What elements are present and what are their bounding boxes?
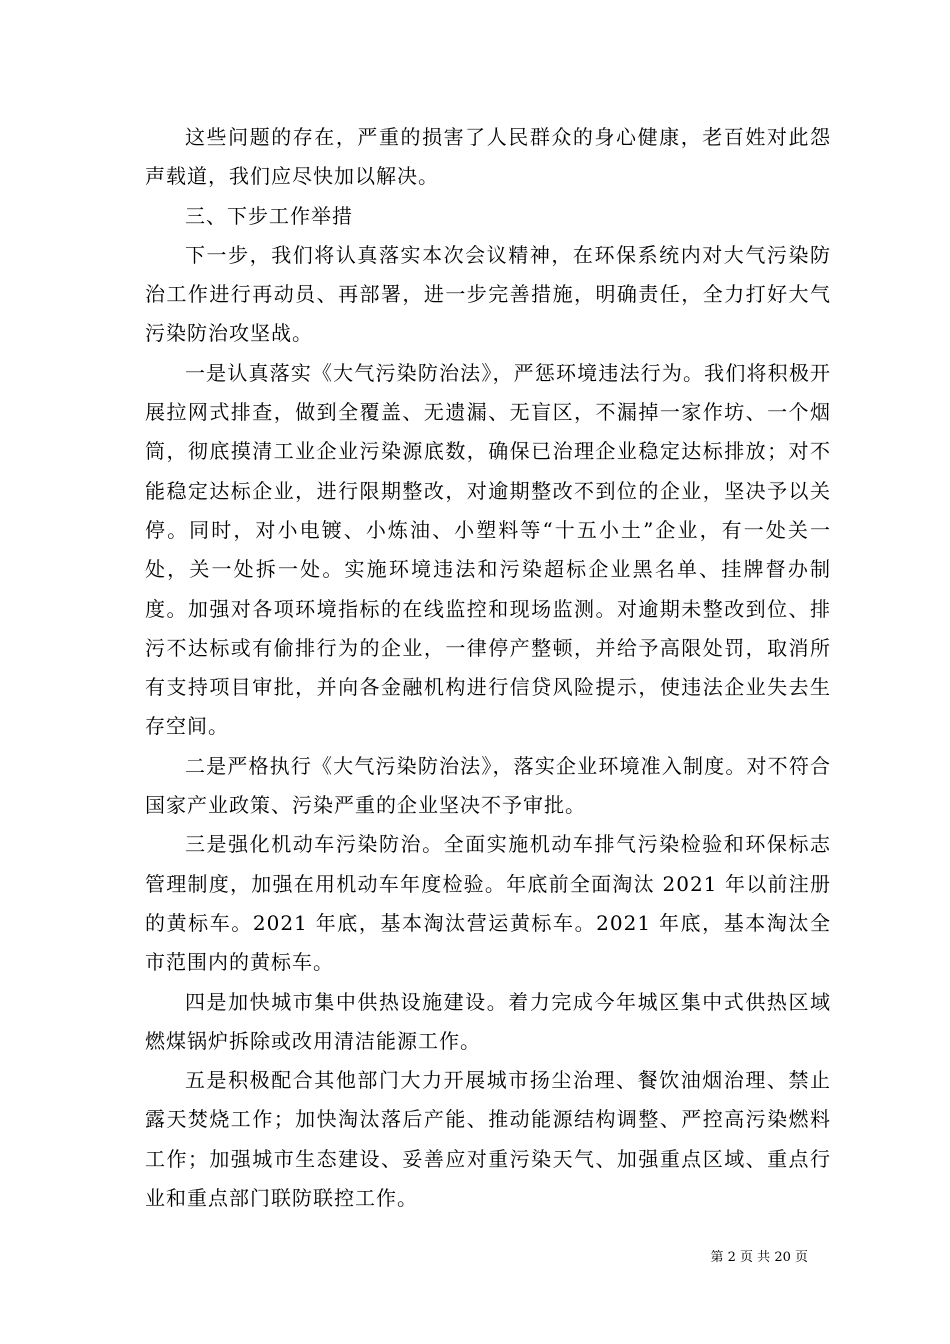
paragraph-next-steps-intro: 下一步，我们将认真落实本次会议精神，在环保系统内对大气污染防治工作进行再动员、再部署，进一步完善措施，明确责任，全力打好大气污染防治攻坚战。 — [145, 242, 831, 346]
paragraph-measure-four: 四是加快城市集中供热设施建设。着力完成今年城区集中式供热区域燃煤锅炉拆除或改用清洁能源工作。 — [145, 989, 831, 1053]
paragraph-measure-one: 一是认真落实《大气污染防治法》，严惩环境违法行为。我们将积极开展拉网式排查，做到全覆盖、无遗漏、无盲区，不漏掉一家作坊、一个烟筒，彻底摸清工业企业污染源底数，确保已治理企业稳定达标排放；对不能稳定达标企业，进行限期整改，对逾期整改不到位的企业，坚决予以关停。同时，对小电镀、小炼油、小塑料等“十五小土”企业，有一处关一处，关一处拆一处。实施环境违法和污染超标企业黑名单、挂牌督办制度。加强对各项环境指标的在线监控和现场监测。对逾期未整改到位、排污不达标或有偷排行为的企业，一律停产整顿，并给予高限处罚，取消所有支持项目审批，并向各金融机构进行信贷风险提示，使违法企业失去生存空间。 — [145, 360, 831, 739]
paragraph-measure-three: 三是强化机动车污染防治。全面实施机动车排气污染检验和环保标志管理制度，加强在用机动车年度检验。年底前全面淘汰 2021 年以前注册的黄标车。2021 年底，基本淘汰营运黄标车。2021 年底，基本淘汰全市范围内的黄标车。 — [145, 832, 831, 975]
paragraph-measure-two: 二是严格执行《大气污染防治法》，落实企业环境准入制度。对不符合国家产业政策、污染严重的企业坚决不予审批。 — [145, 753, 831, 818]
page-number-footer: 第 2 页 共 20 页 — [710, 1250, 808, 1265]
paragraph-problems-summary: 这些问题的存在，严重的损害了人民群众的身心健康，老百姓对此怨声载道，我们应尽快加以解决。 — [145, 125, 831, 189]
section-heading-next-steps: 三、下步工作举措 — [185, 203, 353, 228]
document-body — [145, 118, 831, 1218]
paragraph-measure-five: 五是积极配合其他部门大力开展城市扬尘治理、餐饮油烟治理、禁止露天焚烧工作；加快淘汰落后产能、推动能源结构调整、严控高污染燃料工作；加强城市生态建设、妥善应对重污染天气、加强重点区域、重点行业和重点部门联防联控工作。 — [145, 1068, 831, 1211]
